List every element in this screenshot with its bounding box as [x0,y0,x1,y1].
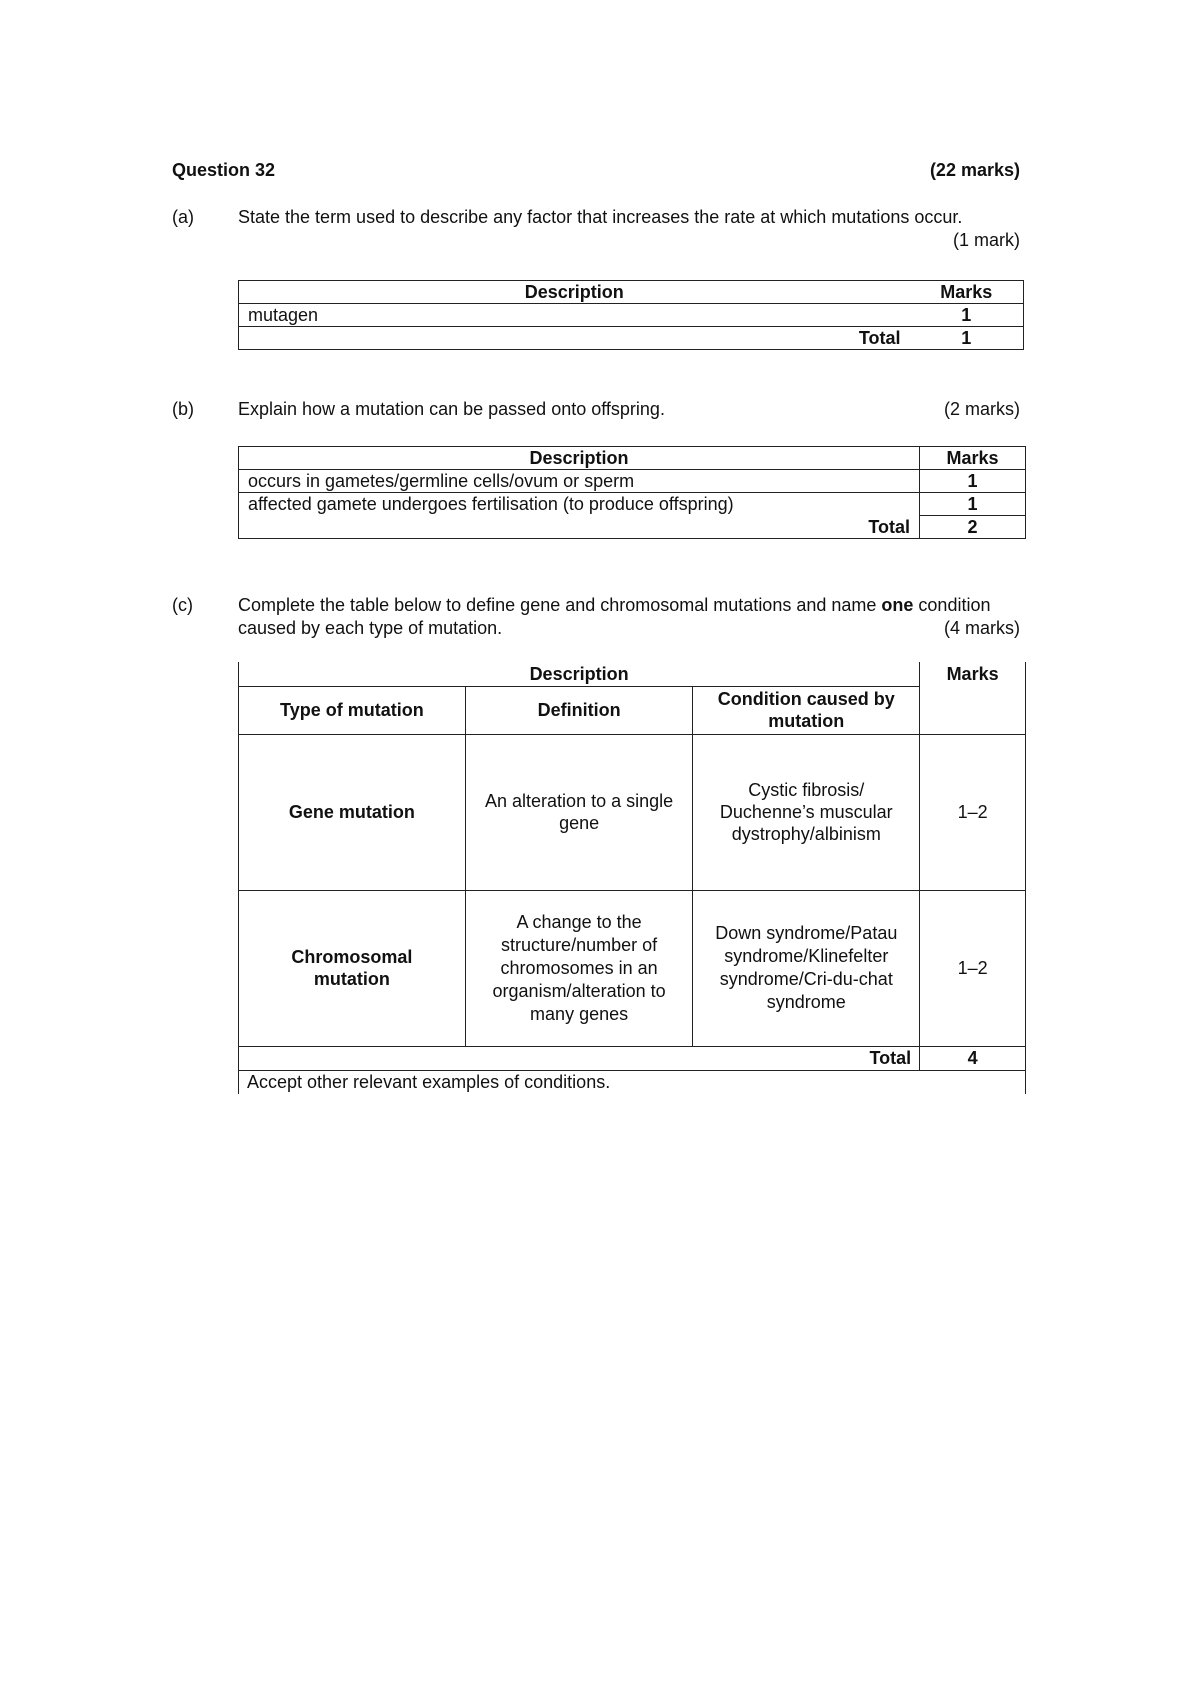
table-header-marks: Marks [920,662,1026,686]
row-description: mutagen [239,304,910,327]
total-label: Total [239,327,910,350]
total-row [239,516,1026,539]
total-label: Total [239,516,920,539]
part-c-label: (c) [172,595,193,615]
col-header-definition: Definition [465,686,693,734]
col-header-condition: Condition caused by mutation [693,686,920,734]
total-label: Total [239,1046,920,1070]
table-header-description: Description [239,281,910,304]
col-header-type: Type of mutation [239,686,466,734]
part-c-text-after: condition caused by each type of mutation. [238,595,991,638]
part-a-label: (a) [172,207,194,227]
table-header-marks: Marks [910,281,1024,304]
mutation-type: Chromosomal mutation [239,890,466,1046]
mutation-definition: A change to the structure/number of chromosomes in an organism/alteration to many genes [465,890,693,1046]
total-row [239,327,1024,350]
table-row [239,470,1026,493]
table-header-description: Description [239,447,920,470]
part-b-label: (b) [172,399,194,419]
row-marks: 1–2 [920,734,1026,890]
total-value: 4 [920,1046,1026,1070]
mutation-condition: Down syndrome/Patau syndrome/Klinefelter syndrome/Cri-du-chat syndrome [693,890,920,1046]
mutation-condition: Cystic fibrosis/ Duchenne’s muscular dystrophy/albinism [693,734,920,890]
table-header-description: Description [239,662,920,686]
note-row [239,1070,1026,1094]
total-value: 2 [920,516,1026,539]
question-title: Question 32 [172,160,276,180]
row-description: affected gamete undergoes fertilisation (to produce offspring) [239,493,920,516]
question-total-marks: (22 marks) [929,160,1020,180]
mutation-type: Gene mutation [239,734,466,890]
total-value: 1 [910,327,1024,350]
part-b-prompt [172,398,1020,422]
part-c-text-emphasis: one [881,595,914,615]
part-a-marks: (1 mark) [953,230,1020,250]
table-header-marks: Marks [920,447,1026,470]
part-c-text-before: Complete the table below to define gene and chromosomal mutations and name [238,595,882,615]
part-b-text: Explain how a mutation can be passed onto offspring. [238,399,665,419]
row-marks: 1 [920,493,1026,516]
question-header [172,160,1020,184]
marking-note: Accept other relevant examples of conditions. [239,1070,1026,1094]
table-row [239,890,1026,1046]
part-b-marks: (2 marks) [944,399,1020,419]
mutation-definition: An alteration to a single gene [465,734,693,890]
part-c-prompt [172,594,1020,642]
col-header-marks-blank [920,686,1026,734]
row-marks: 1 [910,304,1024,327]
row-marks: 1–2 [920,890,1026,1046]
part-b-marking-table [238,446,1026,539]
part-a-text: State the term used to describe any factor that increases the rate at which mutations occur. [238,207,963,227]
row-description: occurs in gametes/germline cells/ovum or sperm [239,470,920,493]
part-a-prompt [172,206,1020,254]
part-c-marking-table [238,662,1026,1094]
part-c-text [238,594,1020,640]
part-a-marking-table [238,280,1024,350]
table-row [239,734,1026,890]
part-c-marks: (4 marks) [944,618,1020,638]
row-marks: 1 [920,470,1026,493]
table-row [239,304,1024,327]
table-row [239,493,1026,516]
total-row [239,1046,1026,1070]
